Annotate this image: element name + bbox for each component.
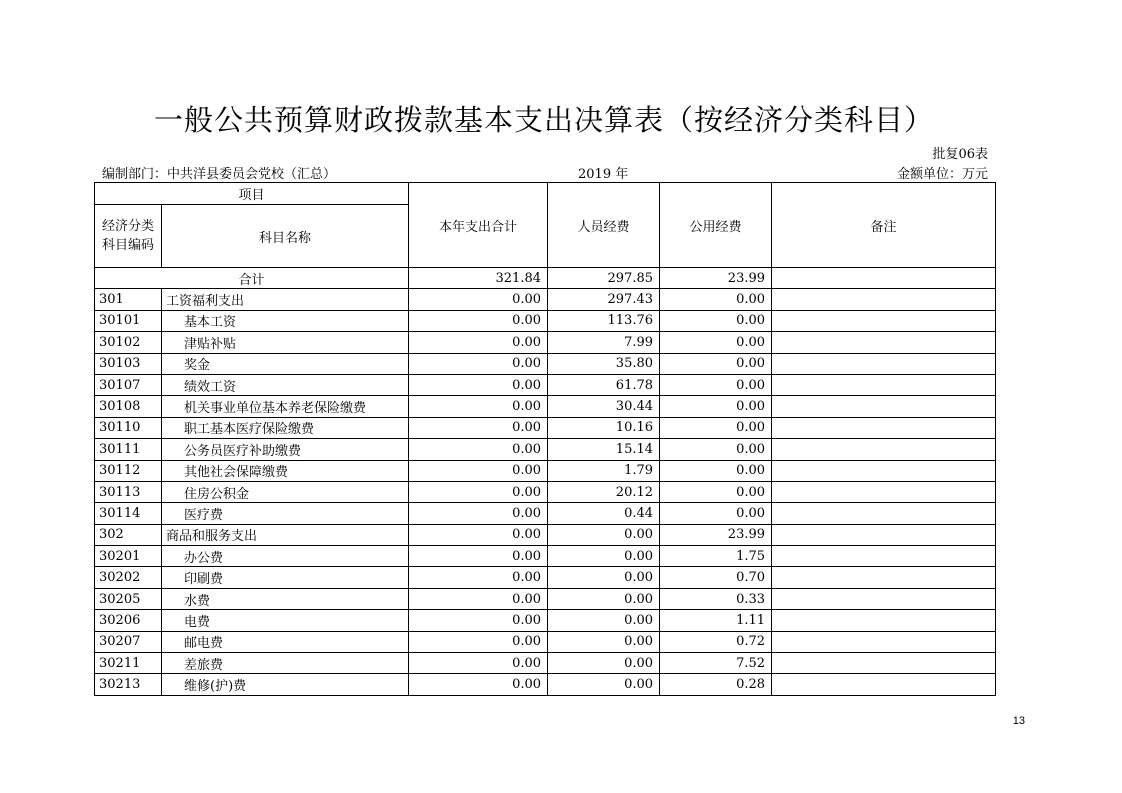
row-total: 0.00 [409, 631, 548, 652]
row-subject-name: 绩效工资 [162, 374, 409, 395]
row-code: 30111 [95, 439, 162, 460]
row-public: 1.75 [660, 546, 772, 567]
table-row [95, 289, 996, 310]
row-personnel: 0.44 [548, 503, 660, 524]
row-code: 30107 [95, 374, 162, 395]
row-code: 30113 [95, 481, 162, 502]
row-note [772, 481, 996, 502]
row-total: 0.00 [409, 396, 548, 417]
row-public: 1.11 [660, 610, 772, 631]
row-personnel: 0.00 [548, 546, 660, 567]
row-public: 0.00 [660, 332, 772, 353]
row-total: 0.00 [409, 417, 548, 438]
row-note [772, 353, 996, 374]
row-total: 0.00 [409, 481, 548, 502]
table-row [95, 460, 996, 481]
header-econ-code: 经济分类科目编码 [95, 205, 162, 268]
table-row [95, 310, 996, 331]
row-total: 0.00 [409, 460, 548, 481]
row-public: 0.72 [660, 631, 772, 652]
row-personnel: 30.44 [548, 396, 660, 417]
page-title: 一般公共预算财政拨款基本支出决算表（按经济分类科目） [153, 103, 934, 137]
row-note [772, 610, 996, 631]
header-public: 公用经费 [660, 183, 772, 268]
row-total: 0.00 [409, 374, 548, 395]
row-personnel: 113.76 [548, 310, 660, 331]
row-personnel: 0.00 [548, 674, 660, 695]
row-total: 0.00 [409, 653, 548, 674]
row-note [772, 503, 996, 524]
row-personnel: 0.00 [548, 631, 660, 652]
fiscal-year: 2019 年 [578, 167, 629, 182]
row-personnel: 15.14 [548, 439, 660, 460]
expenditure-table [94, 182, 996, 696]
row-subject-name: 印刷费 [162, 567, 409, 588]
header-subject-name: 科目名称 [162, 205, 409, 268]
row-personnel: 61.78 [548, 374, 660, 395]
row-total: 0.00 [409, 332, 548, 353]
row-subject-name: 津贴补贴 [162, 332, 409, 353]
row-subject-name: 公务员医疗补助缴费 [162, 439, 409, 460]
table-row [95, 524, 996, 545]
row-total: 0.00 [409, 610, 548, 631]
header-item: 项目 [95, 183, 409, 205]
row-note [772, 439, 996, 460]
row-code: 30101 [95, 310, 162, 331]
row-note [772, 524, 996, 545]
page-number: 13 [1012, 715, 1025, 727]
row-personnel: 0.00 [548, 653, 660, 674]
row-code: 30213 [95, 674, 162, 695]
total-amount: 321.84 [409, 268, 548, 289]
row-personnel: 0.00 [548, 567, 660, 588]
table-row [95, 610, 996, 631]
row-subject-name: 维修(护)费 [162, 674, 409, 695]
table-row [95, 396, 996, 417]
row-code: 30110 [95, 417, 162, 438]
table-row [95, 546, 996, 567]
table-body [95, 268, 996, 696]
row-public: 0.33 [660, 588, 772, 609]
row-public: 0.00 [660, 374, 772, 395]
table-row [95, 631, 996, 652]
table-row [95, 417, 996, 438]
row-code: 301 [95, 289, 162, 310]
row-note [772, 567, 996, 588]
row-total: 0.00 [409, 567, 548, 588]
table-row [95, 588, 996, 609]
row-total: 0.00 [409, 439, 548, 460]
row-code: 30207 [95, 631, 162, 652]
row-public: 0.00 [660, 417, 772, 438]
total-label: 合计 [95, 268, 409, 289]
row-code: 30202 [95, 567, 162, 588]
header-total: 本年支出合计 [409, 183, 548, 268]
row-note [772, 674, 996, 695]
row-total: 0.00 [409, 588, 548, 609]
row-subject-name: 商品和服务支出 [162, 524, 409, 545]
row-public: 0.00 [660, 481, 772, 502]
row-total: 0.00 [409, 289, 548, 310]
row-code: 30206 [95, 610, 162, 631]
row-subject-name: 办公费 [162, 546, 409, 567]
row-personnel: 0.00 [548, 588, 660, 609]
total-note [772, 268, 996, 289]
table-row [95, 374, 996, 395]
table-row [95, 567, 996, 588]
row-subject-name: 住房公积金 [162, 481, 409, 502]
table-row [95, 353, 996, 374]
row-code: 30108 [95, 396, 162, 417]
row-note [772, 289, 996, 310]
row-code: 30114 [95, 503, 162, 524]
total-public: 23.99 [660, 268, 772, 289]
row-public: 23.99 [660, 524, 772, 545]
row-note [772, 460, 996, 481]
table-row [95, 332, 996, 353]
total-personnel: 297.85 [548, 268, 660, 289]
row-code: 30112 [95, 460, 162, 481]
header-row-1 [95, 183, 996, 205]
row-public: 0.28 [660, 674, 772, 695]
row-total: 0.00 [409, 503, 548, 524]
row-note [772, 631, 996, 652]
row-public: 0.00 [660, 460, 772, 481]
row-code: 30211 [95, 653, 162, 674]
table-row [95, 503, 996, 524]
row-note [772, 588, 996, 609]
row-total: 0.00 [409, 546, 548, 567]
row-subject-name: 差旅费 [162, 653, 409, 674]
row-note [772, 653, 996, 674]
row-public: 0.00 [660, 289, 772, 310]
row-subject-name: 电费 [162, 610, 409, 631]
row-public: 0.00 [660, 439, 772, 460]
row-personnel: 7.99 [548, 332, 660, 353]
row-note [772, 396, 996, 417]
row-subject-name: 医疗费 [162, 503, 409, 524]
row-personnel: 1.79 [548, 460, 660, 481]
row-personnel: 0.00 [548, 524, 660, 545]
row-personnel: 35.80 [548, 353, 660, 374]
table-row [95, 439, 996, 460]
row-code: 30205 [95, 588, 162, 609]
row-note [772, 332, 996, 353]
row-personnel: 20.12 [548, 481, 660, 502]
row-subject-name: 水费 [162, 588, 409, 609]
header-note: 备注 [772, 183, 996, 268]
row-total: 0.00 [409, 310, 548, 331]
row-subject-name: 其他社会保障缴费 [162, 460, 409, 481]
row-note [772, 310, 996, 331]
row-total: 0.00 [409, 674, 548, 695]
row-public: 0.00 [660, 353, 772, 374]
row-personnel: 297.43 [548, 289, 660, 310]
row-personnel: 0.00 [548, 610, 660, 631]
header-personnel: 人员经费 [548, 183, 660, 268]
total-row [95, 268, 996, 289]
table-row [95, 653, 996, 674]
row-subject-name: 机关事业单位基本养老保险缴费 [162, 396, 409, 417]
row-code: 30201 [95, 546, 162, 567]
row-subject-name: 基本工资 [162, 310, 409, 331]
row-code: 30102 [95, 332, 162, 353]
row-note [772, 417, 996, 438]
row-public: 0.00 [660, 396, 772, 417]
row-public: 7.52 [660, 653, 772, 674]
row-subject-name: 邮电费 [162, 631, 409, 652]
table-row [95, 674, 996, 695]
row-code: 302 [95, 524, 162, 545]
row-code: 30103 [95, 353, 162, 374]
row-personnel: 10.16 [548, 417, 660, 438]
form-number: 批复06表 [932, 147, 988, 162]
row-public: 0.00 [660, 503, 772, 524]
row-public: 0.00 [660, 310, 772, 331]
row-total: 0.00 [409, 353, 548, 374]
row-subject-name: 职工基本医疗保险缴费 [162, 417, 409, 438]
row-note [772, 546, 996, 567]
row-note [772, 374, 996, 395]
row-public: 0.70 [660, 567, 772, 588]
row-total: 0.00 [409, 524, 548, 545]
row-subject-name: 工资福利支出 [162, 289, 409, 310]
table-row [95, 481, 996, 502]
money-unit: 金额单位：万元 [896, 167, 988, 182]
row-subject-name: 奖金 [162, 353, 409, 374]
preparing-unit: 编制部门：中共洋县委员会党校（汇总） [102, 167, 337, 182]
